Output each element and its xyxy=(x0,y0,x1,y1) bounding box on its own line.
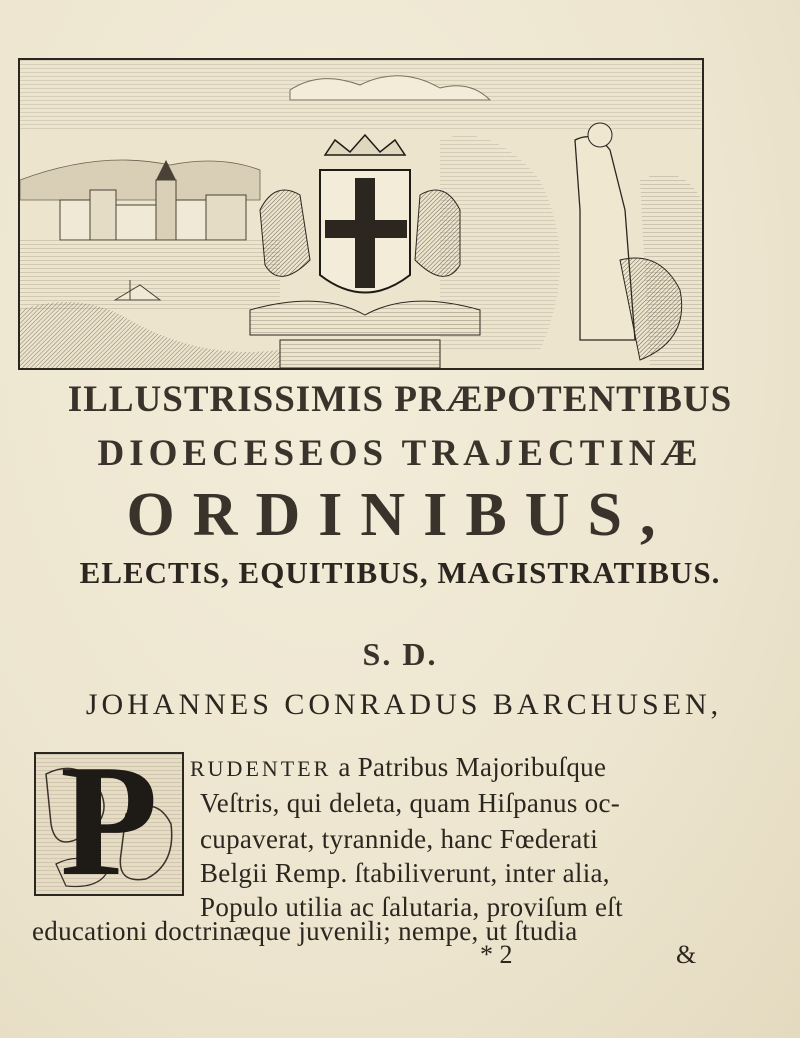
body-line-1 xyxy=(190,752,606,783)
body-line-1-caps: RUDENTER xyxy=(190,756,332,781)
engraving-illustration xyxy=(20,60,702,368)
signature-mark: * 2 xyxy=(480,940,513,969)
body-line-1-rest: a Patribus Majoribuſque xyxy=(331,752,607,782)
dedication-line-4: ELECTIS, EQUITIBUS, MAGISTRATIBUS. xyxy=(79,555,721,590)
body-line-4: Belgii Remp. ſtabiliverunt, inter alia, xyxy=(200,858,610,888)
author-name: JOHANNES CONRADUS BARCHUSEN, xyxy=(85,688,723,721)
dedication-line-1: ILLUSTRISSIMIS PRÆPOTENTIBUS xyxy=(67,379,733,420)
body-line-6: educationi doctrinæque juvenili; nempe, ut ſtudia xyxy=(32,916,578,946)
body-line-5: Populo utilia ac ſalutaria, proviſum eſt xyxy=(200,892,623,922)
dedication-line-3: ORDINIBUS, xyxy=(126,481,674,549)
catchword: & xyxy=(676,940,697,969)
initial-letter: P xyxy=(60,731,158,909)
salutation: S. D. xyxy=(362,636,438,672)
decorated-initial xyxy=(34,731,184,909)
body-line-2: Veſtris, qui deleta, quam Hiſpanus oc- xyxy=(200,788,621,818)
dedication-line-2: DIOECESEOS TRAJECTINÆ xyxy=(97,433,703,474)
body-line-3: cupaverat, tyrannide, hanc Fœderati xyxy=(200,824,599,854)
headpiece-engraving xyxy=(18,58,704,370)
